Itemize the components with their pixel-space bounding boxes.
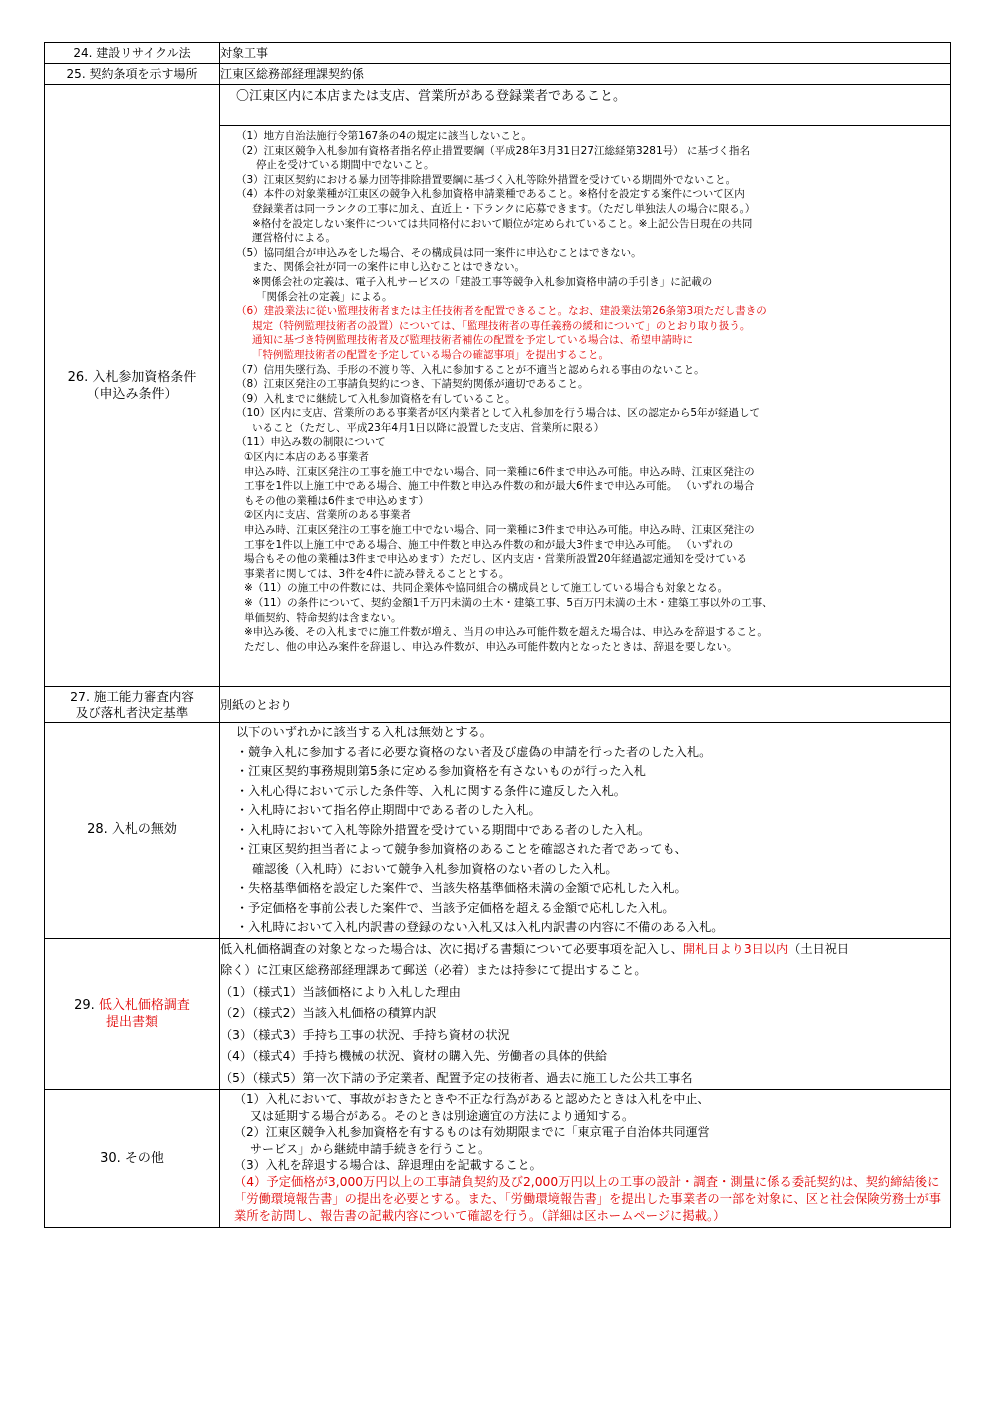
invalid-item: ・入札時において入札等除外措置を受けている期間中である者のした入札。	[236, 822, 651, 837]
cond-line: （8）江東区発注の工事請負契約につき、下請契約関係が適切であること。	[236, 378, 589, 391]
row-26-label-line2: （申込み条件）	[86, 386, 178, 402]
cond-line: （3）江東区契約における暴力団等排除措置要綱に基づく入札等除外措置を受けている期間外でないこと。	[236, 173, 737, 186]
form-item: （4）（様式4）手持ち機械の状況、資材の購入先、労働者の具体的供給	[220, 1049, 608, 1063]
row-26-label	[45, 85, 220, 687]
cond-line-red: （6）建設業法に従い監理技術者または主任技術者を配置できること。なお、建設業法第26条第3項ただし書きの	[236, 305, 767, 318]
invalid-item: ・競争入札に参加する者に必要な資格のない者及び虚偽の申請を行った者のした入札。	[236, 744, 712, 759]
row-27-label	[45, 687, 220, 723]
cond-line: 工事を1件以上施工中である場合、施工中件数と申込み件数の和が最大3件まで申込み可能。 （いずれの	[244, 538, 734, 551]
cond-line: （5）協同組合が申込みをした場合、その構成員は同一案件に申込むことはできない。	[236, 246, 642, 259]
invalid-item: ・入札心得において示した条件等、入札に関する条件に違反した入札。	[236, 783, 626, 798]
cond-line: ただし、他の申込み案件を辞退し、申込み件数が、申込み可能件数内となったときは、辞退を要しない。	[244, 640, 738, 653]
cond-line: （9）入札までに継続して入札参加資格を有していること。	[236, 392, 516, 405]
cond-line: ※関係会社の定義は、電子入札サービスの「建設工事等競争入札参加資格申請の手引き」に記載の	[252, 275, 713, 288]
invalid-item: ・失格基準価格を設定した案件で、当該失格基準価格未満の金額で応札した入札。	[236, 881, 687, 895]
cond-line: ※（11）の条件について、契約金額1千万円未満の土木・建築工事、5百万円未満の土木・建築工事以外の工事、	[244, 597, 773, 609]
invalid-item: ・江東区契約担当者によって競争参加資格のあることを確認された者であっても、	[236, 842, 687, 856]
cond-line: 申込み時、江東区発注の工事を施工中でない場合、同一業種に3件まで申込み可能。申込み時、江東区発注の	[244, 524, 755, 537]
cond-line: ②区内に支店、営業所のある事業者	[244, 509, 411, 522]
row-29-value	[220, 938, 951, 1090]
other-line: 又は延期する場合がある。そのときは別途適宜の方法により通知する。	[250, 1108, 635, 1123]
cond-line: 単価契約、特命契約は含まない。	[244, 611, 402, 624]
row-30-label: 30. その他	[45, 1090, 220, 1228]
deadline-highlight: 開札日より3日以内	[682, 941, 789, 956]
row-26-value	[220, 85, 951, 687]
other-line: （2）江東区競争入札参加資格を有するものは有効期限までに「東京電子自治体共同運営	[234, 1125, 710, 1140]
other-line-red: （4）予定価格が3,000万円以上の工事請負契約及び2,000万円以上の工事の設計・調査・測量に係る委託契約は、契約締結後に「労働環境報告書」の提出を必要とする。また、「労働環境報告書」を提出した事業者の一部を対象に、区と社会保険労務士が事業所を訪問し、報告書の記載内容について確認を行う。（詳細は区ホームページに掲載。）	[234, 1174, 942, 1223]
cond-line: （7）信用失墜行為、手形の不渡り等、入札に参加することが不適当と認められる事由のないこと。	[236, 363, 705, 376]
cond-line: いること（ただし、平成23年4月1日以降に設置した支店、営業所に限る）	[252, 421, 605, 434]
cond-line: 運営格付による。	[252, 232, 336, 245]
row-26	[45, 85, 951, 687]
row-30-value	[220, 1090, 951, 1228]
row-24	[45, 43, 951, 64]
row-29	[45, 938, 951, 1090]
other-line: （3）入札を辞退する場合は、辞退理由を記載すること。	[234, 1158, 542, 1173]
row-26-headline: 〇江東区内に本店または支店、営業所がある登録業者であること。	[236, 89, 627, 104]
row-29-label-red: 低入札価格調査	[98, 997, 190, 1013]
cond-line: 場合もその他の業種は3件まで申込めます）ただし、区内支店・営業所設置20年経過認定通知を受けている	[244, 553, 748, 566]
cond-line: （1）地方自治法施行令第167条の4の規定に該当しないこと。	[236, 130, 532, 142]
cond-line: 工事を1件以上施工中である場合、施工中件数と申込み件数の和が最大6件まで申込み可能。 （いずれの場合	[244, 480, 755, 493]
cond-line: ①区内に本店のある事業者	[244, 451, 369, 464]
row-28	[45, 723, 951, 939]
cond-line: 「関係会社の定義」による。	[256, 290, 393, 303]
row-27	[45, 687, 951, 723]
cond-line: 停止を受けている期間中でないこと。	[256, 159, 435, 172]
row-30	[45, 1090, 951, 1228]
row-25	[45, 64, 951, 85]
row-29-label-num: 29.	[74, 997, 95, 1013]
row-27-label-line1: 27. 施工能力審査内容	[70, 688, 194, 704]
invalid-item: ・予定価格を事前公表した案件で、当該予定価格を超える金額で応札した入札。	[236, 900, 675, 915]
invalid-item: ・入札時において入札内訳書の登録のない入札又は入札内訳書の内容に不備のある入札。	[236, 920, 724, 934]
row-26-label-line1: 26. 入札参加資格条件	[67, 369, 197, 385]
row-28-label: 28. 入札の無効	[45, 723, 220, 939]
cond-line: 登録業者は同一ランクの工事に加え、直近上・下ランクに応募できます。（ただし単独法人の場合に限る。）	[252, 202, 756, 215]
row-29-label	[45, 938, 220, 1090]
row-25-label: 25. 契約条項を示す場所	[45, 64, 220, 85]
low-bid-intro-cont: 除く）に江東区総務部経理課あて郵送（必着）または持参にて提出すること。	[220, 963, 647, 977]
low-bid-intro: 低入札価格調査の対象となった場合は、次に掲げる書類について必要事項を記入し、開札日より3日以内（土日祝日	[220, 941, 850, 956]
invalid-intro: 以下のいずれかに該当する入札は無効とする。	[236, 725, 492, 739]
row-28-value	[220, 723, 951, 939]
form-item: （5）（様式5）第一次下請の予定業者、配置予定の技術者、過去に施工した公共工事名	[220, 1070, 693, 1085]
cond-line: （11）申込み数の制限について	[236, 436, 386, 449]
cond-line: （10）区内に支店、営業所のある事業者が区内業者として入札参加を行う場合は、区の認定から5年が経過して	[236, 407, 761, 420]
other-line: サービス」から継続申請手続きを行うこと。	[250, 1141, 491, 1156]
invalid-item: 確認後（入札時）において競争入札参加資格のない者のした入札。	[252, 861, 618, 876]
row-25-value: 江東区総務部経理課契約係	[220, 64, 951, 85]
cond-line: 事業者に関しては、3件を4件に読み替えることとする。	[244, 567, 510, 580]
cond-line: 申込み時、江東区発注の工事を施工中でない場合、同一業種に6件まで申込み可能。申込み時、江東区発注の	[244, 465, 755, 478]
other-line: （1）入札において、事故がおきたときや不正な行為があると認めたときは入札を中止、	[234, 1092, 710, 1107]
form-item: （2）（様式2）当該入札価格の積算内訳	[220, 1006, 437, 1020]
cond-line: ※格付を設定しない案件については共同格付において順位が定められていること。※上記公告日現在の共同	[252, 217, 753, 230]
cond-line: （2）江東区競争入札参加有資格者指名停止措置要綱（平成28年3月31日27江総経第3281号） に基づく指名	[236, 144, 751, 157]
cond-line: また、関係会社が同一の案件に申し込むことはできない。	[252, 261, 525, 274]
invalid-item: ・江東区契約事務規則第5条に定める参加資格を有さないものが行った入札	[236, 764, 646, 778]
cond-line-red: 通知に基づき特例監理技術者及び監理技術者補佐の配置を予定している場合は、希望申請時に	[252, 334, 693, 347]
cond-line: ※（11）の施工中の件数には、共同企業体や協同組合の構成員として施工している場合も対象となる。	[244, 582, 729, 595]
row-24-value: 対象工事	[220, 43, 951, 64]
row-27-label-line2: 及び落札者決定基準	[75, 704, 189, 720]
row-27-value: 別紙のとおり	[220, 687, 951, 723]
cond-line-red: 「特例監理技術者の配置を予定している場合の確認事項」を提出すること。	[252, 348, 609, 361]
cond-line: ※申込み後、その入札までに施工件数が増え、当月の申込み可能件数を超えた場合は、申込みを辞退すること。	[244, 626, 768, 639]
row-26-conditions	[220, 125, 950, 655]
form-item: （1）（様式1）当該価格により入札した理由	[220, 984, 461, 999]
cond-line-red: 規定（特例監理技術者の設置）については、「監理技術者の専任義務の緩和について」のとおり取り扱う。	[252, 319, 751, 332]
invalid-item: ・入札時において指名停止期間中である者のした入札。	[236, 803, 541, 817]
conditions-table	[44, 42, 951, 1228]
row-24-label: 24. 建設リサイクル法	[45, 43, 220, 64]
cond-line: （4）本件の対象業種が江東区の競争入札参加資格申請業種であること。※格付を設定する案件について区内	[236, 188, 745, 201]
cond-line: もその他の業種は6件まで申込めます）	[244, 494, 430, 507]
form-item: （3）（様式3）手持ち工事の状況、手持ち資材の状況	[220, 1027, 510, 1042]
row-29-label-red2: 提出書類	[105, 1014, 158, 1030]
